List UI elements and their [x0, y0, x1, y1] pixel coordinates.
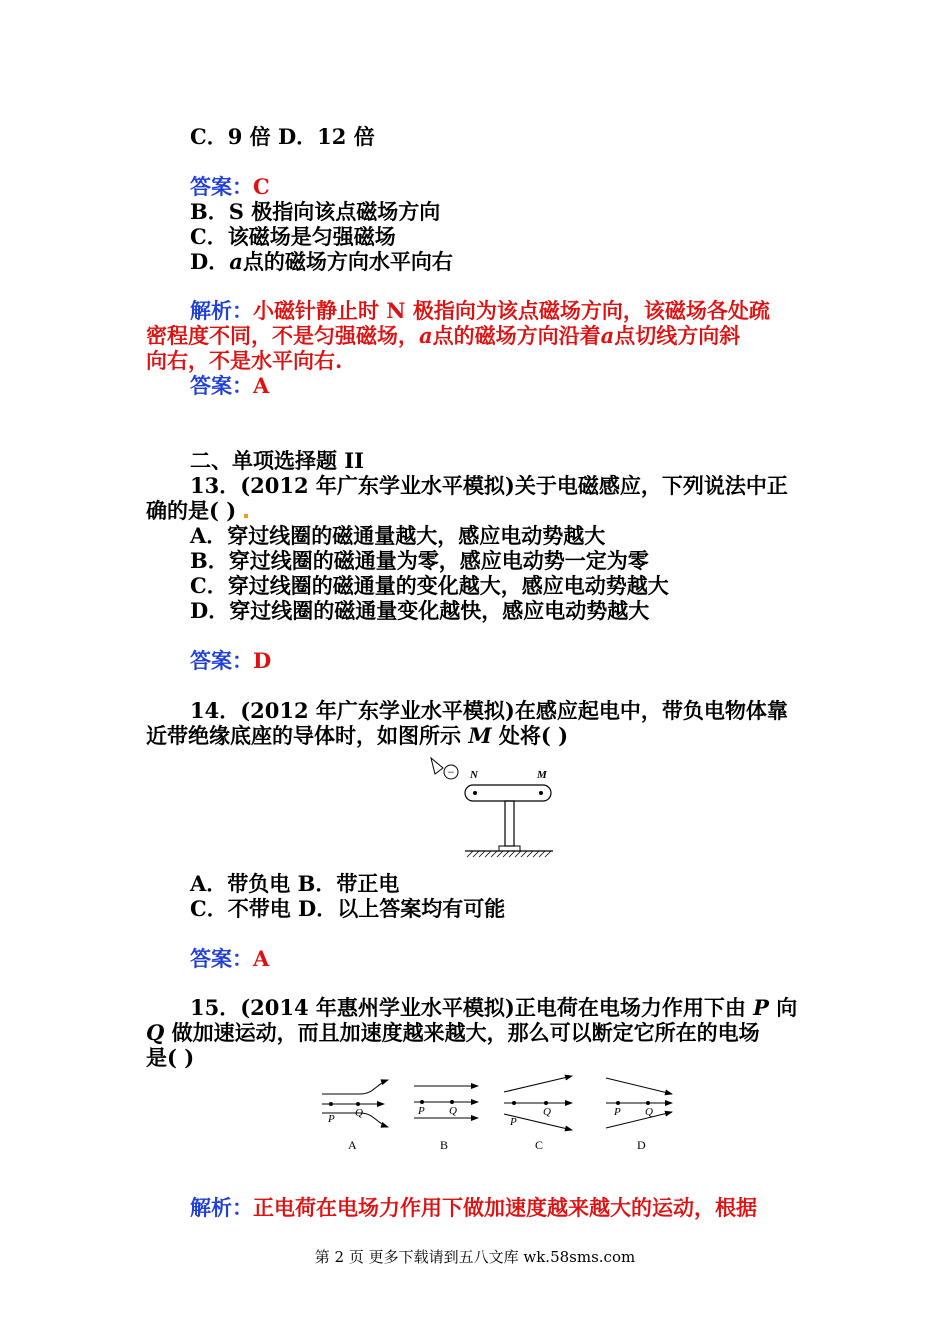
panel-d-field-lines — [606, 1078, 672, 1128]
panel-a-label-p: P — [328, 1113, 335, 1125]
var-p: P — [753, 995, 769, 1020]
q15-stem-line3: 是( ) — [146, 1045, 195, 1070]
analysis-text: 正电荷在电场力作用下做加速度越来越大的运动，根据 — [253, 1195, 757, 1220]
q13-option-d: D．穿过线圈的磁通量变化越快，感应电动势越大 — [190, 598, 650, 623]
answer-label: 答案： — [190, 946, 253, 971]
answer-value: A — [253, 946, 270, 971]
panel-label-a: A — [348, 1138, 357, 1152]
conductor-figure — [425, 752, 560, 864]
q14-stem-line1: 14．(2012 年广东学业水平模拟)在感应起电中，带负电物体靠 — [190, 698, 788, 723]
analysis-label: 解析： — [190, 298, 253, 323]
panel-b-label-p: P — [418, 1105, 425, 1117]
magnet-answer — [190, 373, 269, 399]
q13-option-b: B．穿过线圈的磁通量为零，感应电动势一定为零 — [190, 548, 649, 573]
magnet-analysis-line1 — [190, 298, 770, 324]
charge-sign: − — [447, 765, 455, 779]
q14-answer — [190, 946, 269, 972]
panel-a-point-q — [356, 1102, 360, 1106]
insulating-post — [505, 801, 514, 846]
panel-c-label-q: Q — [543, 1106, 551, 1118]
analysis-text: 点切线方向斜 — [614, 323, 741, 348]
panel-label-d: D — [637, 1138, 646, 1152]
q12-options-cd: C．9 倍 D．12 倍 — [190, 124, 375, 149]
panel-c-point-p — [512, 1101, 516, 1105]
section-title: 二、单项选择题 II — [190, 448, 364, 473]
var-a: a — [600, 323, 615, 348]
q15-stem-line2 — [146, 1020, 760, 1046]
stem-text: 处将( ) — [491, 723, 569, 748]
var-q: Q — [146, 1020, 165, 1045]
analysis-text: 密程度不同，不是匀强磁场， — [146, 323, 419, 348]
q13-answer — [190, 648, 271, 674]
answer-value: D — [253, 648, 272, 673]
end-dot-m — [539, 791, 543, 795]
q14-stem-line2 — [146, 723, 568, 749]
magnet-option-d — [190, 249, 453, 275]
label-n: N — [470, 769, 478, 781]
var-m: M — [468, 723, 492, 748]
dot-mark — [244, 514, 248, 518]
q13-option-a: A．穿过线圈的磁通量越大，感应电动势越大 — [190, 523, 606, 548]
panel-label-c: C — [535, 1138, 544, 1152]
answer-label: 答案： — [190, 648, 253, 673]
page-footer: 第 2 页 更多下载请到五八文库 wk.58sms.com — [314, 1248, 636, 1266]
magnet-analysis-line3: 向右，不是水平向右. — [146, 348, 343, 373]
field-lines-figure — [318, 1072, 678, 1154]
panel-d-point-q — [646, 1101, 650, 1105]
q13-option-c: C．穿过线圈的磁通量的变化越大，感应电动势越大 — [190, 573, 669, 598]
answer-label: 答案： — [190, 174, 253, 199]
q15-analysis-line1 — [190, 1195, 757, 1221]
q13-stem-line2: 确的是( ) — [146, 498, 237, 523]
option-prefix: D． — [190, 249, 230, 274]
panel-c-label-p: P — [510, 1116, 517, 1128]
panel-b-label-q: Q — [449, 1105, 457, 1117]
stem-text: 向 — [768, 995, 798, 1020]
magnet-option-c: C．该磁场是匀强磁场 — [190, 224, 396, 249]
answer-value: C — [253, 174, 270, 199]
panel-b-point-q — [450, 1100, 454, 1104]
panel-d-label-q: Q — [645, 1106, 653, 1118]
option-text: 点的磁场方向水平向右 — [242, 249, 453, 274]
stem-text: 15．(2014 年惠州学业水平模拟)正电荷在电场力作用下由 — [190, 995, 754, 1020]
panel-a-label-q: Q — [355, 1107, 363, 1119]
label-m: M — [537, 769, 547, 781]
analysis-label: 解析： — [190, 1195, 253, 1220]
end-dot-n — [473, 791, 477, 795]
panel-c-point-q — [544, 1101, 548, 1105]
answer-label: 答案： — [190, 373, 253, 398]
q14-options-cd: C．不带电 D．以上答案均有可能 — [190, 896, 506, 921]
conductor-body — [465, 785, 551, 801]
ground-hatch — [467, 851, 551, 857]
magnet-option-b: B．S 极指向该点磁场方向 — [190, 199, 441, 224]
q15-stem-line1 — [190, 995, 797, 1021]
answer-value: A — [253, 373, 270, 398]
post-base — [499, 846, 520, 851]
q14-options-ab: A．带负电 B．带正电 — [190, 871, 400, 896]
panel-d-point-p — [616, 1101, 620, 1105]
panel-d-label-p: P — [614, 1106, 621, 1118]
q13-stem-line1: 13．(2012 年广东学业水平模拟)关于电磁感应，下列说法中正 — [190, 473, 788, 498]
stem-text: 做加速运动，而且加速度越来越大，那么可以断定它所在的电场 — [164, 1020, 760, 1045]
stem-text: 近带绝缘底座的导体时，如图所示 — [146, 723, 469, 748]
panel-b-point-p — [420, 1100, 424, 1104]
var-a: a — [229, 249, 243, 274]
analysis-text: 小磁针静止时 N 极指向为该点磁场方向，该磁场各处疏 — [253, 298, 770, 323]
q12-answer — [190, 174, 270, 200]
panel-a-point-p — [329, 1102, 333, 1106]
var-a: a — [419, 323, 433, 348]
magnet-analysis-line2 — [146, 323, 740, 349]
panel-label-b: B — [440, 1138, 449, 1152]
analysis-text: 点的磁场方向沿着 — [432, 323, 601, 348]
